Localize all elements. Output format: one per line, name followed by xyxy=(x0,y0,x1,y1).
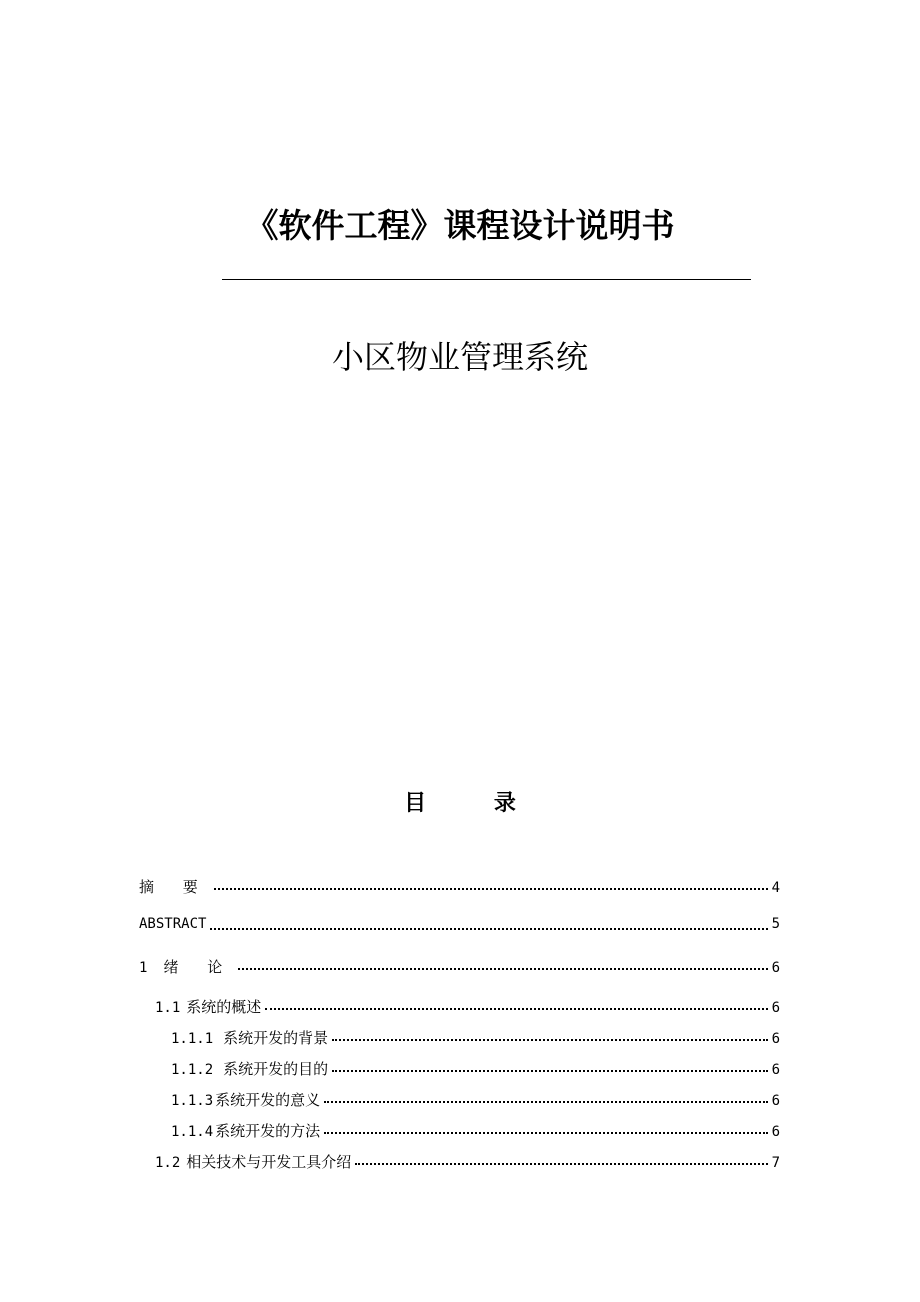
toc-page-number: 6 xyxy=(771,1000,780,1016)
document-title: 《软件工程》课程设计说明书 xyxy=(245,206,675,245)
toc-entry-label: 系统开发的背景 xyxy=(223,1029,329,1047)
toc-leader-dots xyxy=(214,887,768,890)
toc-entry-number: 1.1.3 xyxy=(171,1093,214,1109)
toc-page-number: 5 xyxy=(771,916,780,932)
toc-entry-section-1-2[interactable] xyxy=(155,1151,780,1171)
toc-entry-label: 系统开发的意义 xyxy=(215,1091,321,1109)
toc-entry-number: 1.1.4 xyxy=(171,1124,214,1140)
toc-leader-dots xyxy=(238,967,767,970)
toc-page-number: 6 xyxy=(771,1124,780,1140)
project-name: 小区物业管理系统 xyxy=(331,338,588,376)
toc-entry-section-1-1-2[interactable] xyxy=(171,1058,780,1078)
toc-entry-number: 1.1.1 xyxy=(171,1031,214,1047)
title-underline xyxy=(222,279,751,280)
toc-leader-dots xyxy=(210,927,767,930)
toc-entry-section-1-1-3[interactable] xyxy=(171,1089,780,1109)
toc-leader-dots xyxy=(265,1007,767,1010)
toc-entry-chapter-1[interactable] xyxy=(139,956,780,976)
toc-entry-label: 绪 论 xyxy=(163,958,235,976)
toc-entry-section-1-1-1[interactable] xyxy=(171,1027,780,1047)
toc-leader-dots xyxy=(355,1162,767,1165)
toc-entry-number: 1.1.2 xyxy=(171,1062,214,1078)
toc-entry-section-1-1[interactable] xyxy=(155,996,780,1016)
toc-page-number: 6 xyxy=(771,960,780,976)
toc-entry-number: 1 xyxy=(139,960,148,976)
toc-page-number: 6 xyxy=(771,1062,780,1078)
toc-leader-dots xyxy=(332,1038,767,1041)
toc-entry-label: 系统开发的方法 xyxy=(215,1122,321,1140)
toc-entry-abstract-cn[interactable] xyxy=(139,876,780,896)
toc-entry-section-1-1-4[interactable] xyxy=(171,1120,780,1140)
toc-entry-label: 系统开发的目的 xyxy=(223,1060,329,1078)
toc-page-number: 6 xyxy=(771,1031,780,1047)
toc-leader-dots xyxy=(324,1100,767,1103)
toc-entry-label: 系统的概述 xyxy=(186,998,262,1016)
toc-page-number: 6 xyxy=(771,1093,780,1109)
toc-heading: 目 录 xyxy=(404,791,546,816)
toc-entry-number: 1.2 xyxy=(155,1155,181,1171)
toc-entry-label: ABSTRACT xyxy=(139,916,207,932)
toc-leader-dots xyxy=(324,1131,767,1134)
toc-leader-dots xyxy=(332,1069,767,1072)
toc-entry-abstract-en[interactable] xyxy=(139,916,780,936)
toc-entry-label: 摘 要 xyxy=(139,878,210,896)
toc-page-number: 7 xyxy=(771,1155,780,1171)
toc-page-number: 4 xyxy=(771,880,780,896)
toc-entry-label: 相关技术与开发工具介绍 xyxy=(186,1153,352,1171)
toc-entry-number: 1.1 xyxy=(155,1000,181,1016)
